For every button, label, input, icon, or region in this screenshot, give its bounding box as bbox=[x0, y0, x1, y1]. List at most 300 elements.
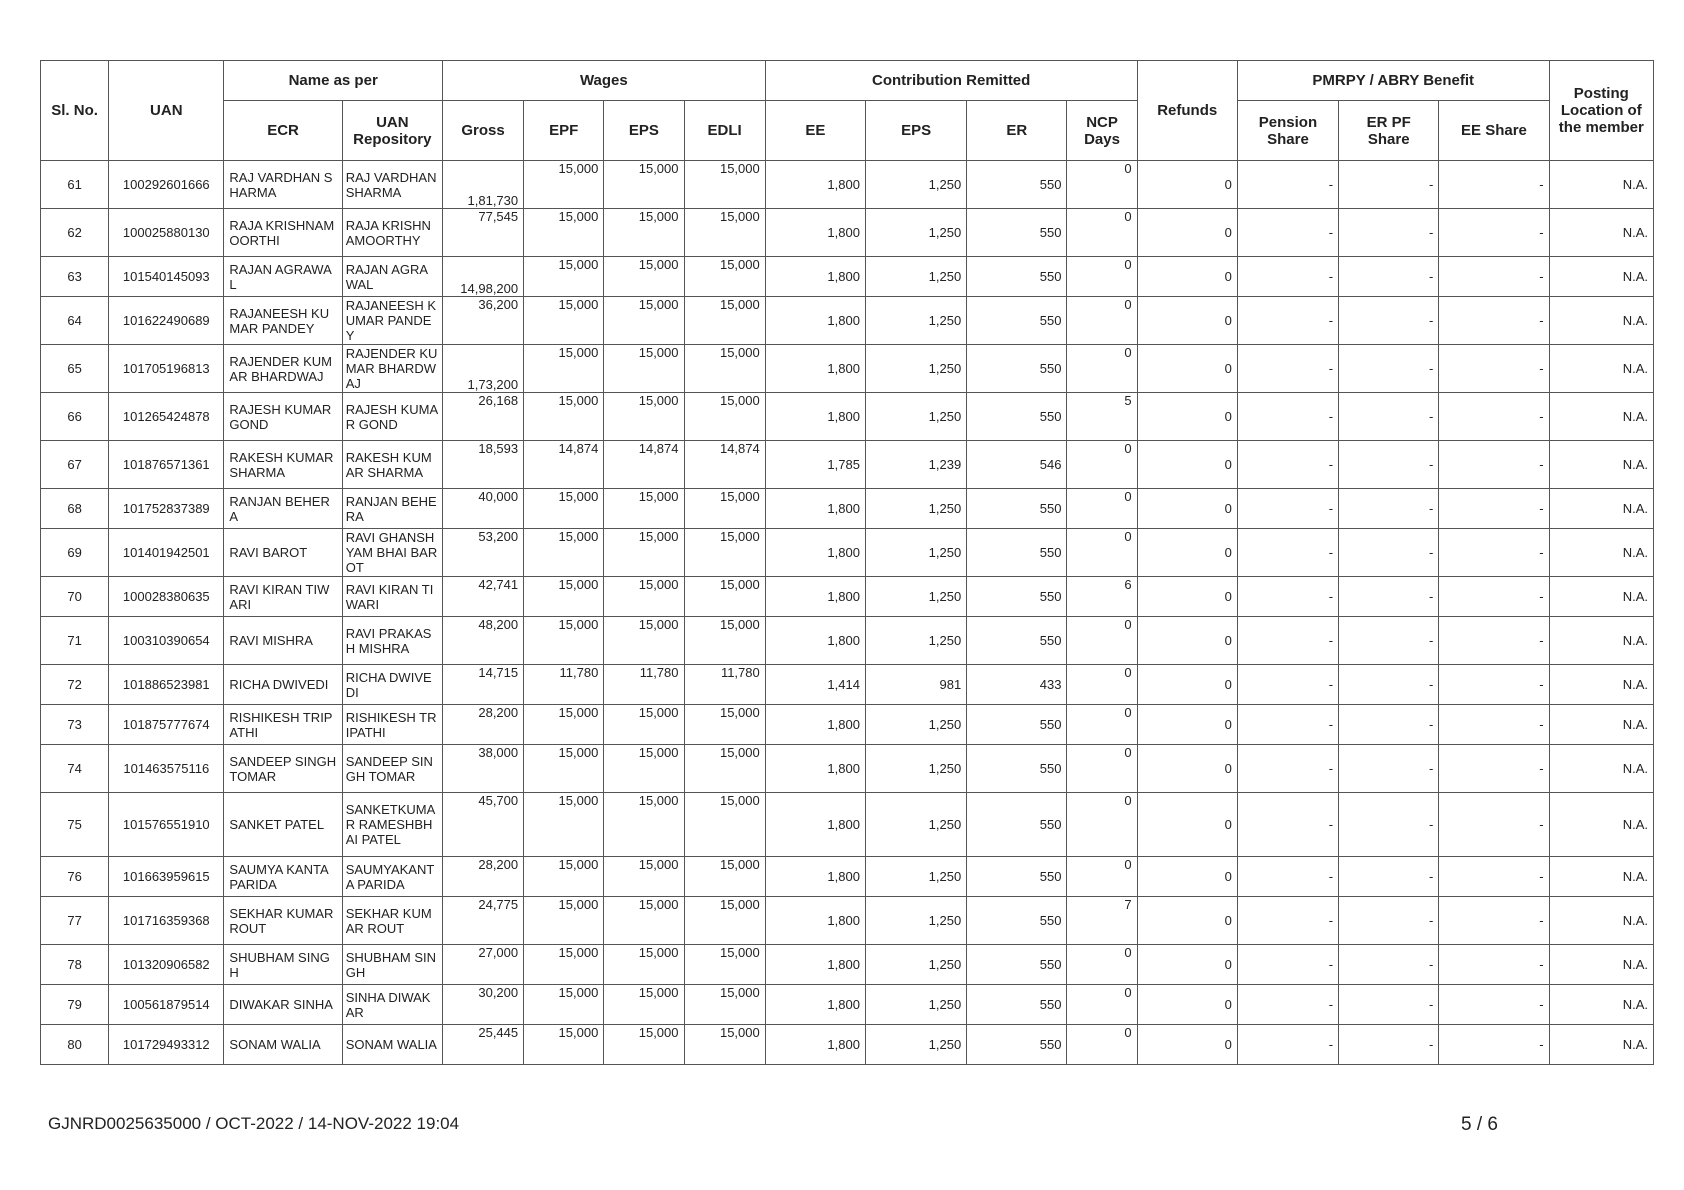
cell-refunds: 0 bbox=[1137, 985, 1237, 1025]
cell-pension-share: - bbox=[1237, 393, 1338, 441]
cell-refunds: 0 bbox=[1137, 793, 1237, 857]
header-pension-share: Pension Share bbox=[1237, 101, 1338, 161]
table-row bbox=[41, 345, 1654, 393]
cell-eps-contribution: 1,250 bbox=[865, 745, 966, 793]
cell-eps: 15,000 bbox=[604, 489, 684, 529]
table-body bbox=[41, 161, 1654, 1065]
cell-er-pf-share: - bbox=[1339, 617, 1439, 665]
cell-ee-share: - bbox=[1439, 665, 1549, 705]
table-header bbox=[41, 61, 1654, 161]
header-sl-no: Sl. No. bbox=[41, 61, 109, 161]
cell-name-uan-repository: RAJAN AGRAWAL bbox=[342, 257, 442, 297]
cell-er: 550 bbox=[967, 297, 1067, 345]
cell-name-uan-repository: RAJANEESH KUMAR PANDEY bbox=[342, 297, 442, 345]
cell-ncp-days: 0 bbox=[1067, 745, 1137, 793]
cell-posting-location: N.A. bbox=[1549, 745, 1653, 793]
cell-sl-no: 80 bbox=[41, 1025, 109, 1065]
cell-er: 550 bbox=[967, 345, 1067, 393]
cell-er: 550 bbox=[967, 529, 1067, 577]
cell-uan: 101752837389 bbox=[109, 489, 224, 529]
cell-er: 433 bbox=[967, 665, 1067, 705]
cell-pension-share: - bbox=[1237, 897, 1338, 945]
cell-posting-location: N.A. bbox=[1549, 705, 1653, 745]
cell-ee-share: - bbox=[1439, 209, 1549, 257]
cell-gross: 38,000 bbox=[442, 745, 523, 793]
cell-epf: 14,874 bbox=[524, 441, 604, 489]
cell-ncp-days: 6 bbox=[1067, 577, 1137, 617]
cell-uan: 100561879514 bbox=[109, 985, 224, 1025]
table-row bbox=[41, 705, 1654, 745]
cell-epf: 15,000 bbox=[524, 793, 604, 857]
cell-eps-contribution: 1,239 bbox=[865, 441, 966, 489]
cell-name-ecr: RAVI MISHRA bbox=[224, 617, 342, 665]
cell-er: 550 bbox=[967, 705, 1067, 745]
cell-ncp-days: 0 bbox=[1067, 665, 1137, 705]
cell-ncp-days: 0 bbox=[1067, 617, 1137, 665]
cell-epf: 15,000 bbox=[524, 257, 604, 297]
cell-eps-contribution: 1,250 bbox=[865, 393, 966, 441]
cell-uan: 101320906582 bbox=[109, 945, 224, 985]
cell-uan: 101265424878 bbox=[109, 393, 224, 441]
cell-eps-contribution: 1,250 bbox=[865, 617, 966, 665]
cell-posting-location: N.A. bbox=[1549, 161, 1653, 209]
cell-name-uan-repository: RAJA KRISHNAMOORTHY bbox=[342, 209, 442, 257]
table-row bbox=[41, 489, 1654, 529]
cell-refunds: 0 bbox=[1137, 529, 1237, 577]
cell-edli: 15,000 bbox=[684, 393, 765, 441]
cell-gross: 40,000 bbox=[442, 489, 523, 529]
cell-posting-location: N.A. bbox=[1549, 529, 1653, 577]
cell-gross: 28,200 bbox=[442, 705, 523, 745]
cell-posting-location: N.A. bbox=[1549, 793, 1653, 857]
table-row bbox=[41, 257, 1654, 297]
cell-posting-location: N.A. bbox=[1549, 393, 1653, 441]
cell-name-ecr: RAJANEESH KUMAR PANDEY bbox=[224, 297, 342, 345]
cell-ee: 1,800 bbox=[765, 793, 865, 857]
cell-pension-share: - bbox=[1237, 577, 1338, 617]
cell-eps-contribution: 1,250 bbox=[865, 945, 966, 985]
cell-ee: 1,785 bbox=[765, 441, 865, 489]
cell-gross: 28,200 bbox=[442, 857, 523, 897]
cell-pension-share: - bbox=[1237, 745, 1338, 793]
cell-eps: 15,000 bbox=[604, 793, 684, 857]
cell-gross: 36,200 bbox=[442, 297, 523, 345]
header-uan-repository: UAN Repository bbox=[342, 101, 442, 161]
cell-gross: 14,98,200 bbox=[442, 257, 523, 297]
cell-er: 550 bbox=[967, 393, 1067, 441]
cell-edli: 15,000 bbox=[684, 617, 765, 665]
cell-name-ecr: RAJA KRISHNAMOORTHI bbox=[224, 209, 342, 257]
cell-sl-no: 79 bbox=[41, 985, 109, 1025]
header-posting-location: Posting Location of the member bbox=[1549, 61, 1653, 161]
table-row bbox=[41, 393, 1654, 441]
cell-ee: 1,800 bbox=[765, 985, 865, 1025]
cell-ncp-days: 0 bbox=[1067, 945, 1137, 985]
cell-posting-location: N.A. bbox=[1549, 257, 1653, 297]
header-edli: EDLI bbox=[684, 101, 765, 161]
header-ncp-days: NCP Days bbox=[1067, 101, 1137, 161]
cell-pension-share: - bbox=[1237, 297, 1338, 345]
cell-ncp-days: 0 bbox=[1067, 489, 1137, 529]
cell-uan: 100292601666 bbox=[109, 161, 224, 209]
cell-ee: 1,800 bbox=[765, 297, 865, 345]
cell-eps-contribution: 1,250 bbox=[865, 297, 966, 345]
cell-name-uan-repository: RAJENDER KUMAR BHARDWAJ bbox=[342, 345, 442, 393]
cell-er: 550 bbox=[967, 161, 1067, 209]
cell-name-ecr: SANDEEP SINGH TOMAR bbox=[224, 745, 342, 793]
header-gross: Gross bbox=[442, 101, 523, 161]
cell-posting-location: N.A. bbox=[1549, 441, 1653, 489]
cell-epf: 15,000 bbox=[524, 985, 604, 1025]
cell-name-uan-repository: SONAM WALIA bbox=[342, 1025, 442, 1065]
cell-edli: 15,000 bbox=[684, 577, 765, 617]
cell-ee: 1,800 bbox=[765, 393, 865, 441]
cell-edli: 15,000 bbox=[684, 705, 765, 745]
cell-er: 550 bbox=[967, 793, 1067, 857]
cell-ee: 1,800 bbox=[765, 345, 865, 393]
cell-pension-share: - bbox=[1237, 161, 1338, 209]
cell-edli: 15,000 bbox=[684, 345, 765, 393]
cell-ee-share: - bbox=[1439, 297, 1549, 345]
cell-sl-no: 73 bbox=[41, 705, 109, 745]
cell-epf: 15,000 bbox=[524, 1025, 604, 1065]
cell-edli: 11,780 bbox=[684, 665, 765, 705]
cell-ee-share: - bbox=[1439, 945, 1549, 985]
cell-eps: 15,000 bbox=[604, 985, 684, 1025]
cell-pension-share: - bbox=[1237, 257, 1338, 297]
cell-posting-location: N.A. bbox=[1549, 209, 1653, 257]
cell-er: 550 bbox=[967, 489, 1067, 529]
cell-refunds: 0 bbox=[1137, 577, 1237, 617]
cell-er-pf-share: - bbox=[1339, 745, 1439, 793]
table-row bbox=[41, 297, 1654, 345]
cell-sl-no: 69 bbox=[41, 529, 109, 577]
cell-name-uan-repository: RAVI PRAKASH MISHRA bbox=[342, 617, 442, 665]
cell-uan: 101716359368 bbox=[109, 897, 224, 945]
cell-name-ecr: RAVI BAROT bbox=[224, 529, 342, 577]
cell-sl-no: 65 bbox=[41, 345, 109, 393]
cell-refunds: 0 bbox=[1137, 897, 1237, 945]
cell-pension-share: - bbox=[1237, 665, 1338, 705]
cell-eps: 15,000 bbox=[604, 857, 684, 897]
cell-uan: 101705196813 bbox=[109, 345, 224, 393]
cell-er-pf-share: - bbox=[1339, 857, 1439, 897]
footer-reference: GJNRD0025635000 / OCT-2022 / 14-NOV-2022 19:04 bbox=[48, 1114, 460, 1133]
header-wages: Wages bbox=[442, 61, 765, 101]
cell-er: 550 bbox=[967, 745, 1067, 793]
cell-name-ecr: SHUBHAM SINGH bbox=[224, 945, 342, 985]
cell-gross: 14,715 bbox=[442, 665, 523, 705]
cell-eps: 11,780 bbox=[604, 665, 684, 705]
cell-posting-location: N.A. bbox=[1549, 945, 1653, 985]
cell-epf: 15,000 bbox=[524, 857, 604, 897]
cell-er-pf-share: - bbox=[1339, 257, 1439, 297]
cell-gross: 26,168 bbox=[442, 393, 523, 441]
cell-eps: 15,000 bbox=[604, 1025, 684, 1065]
cell-posting-location: N.A. bbox=[1549, 1025, 1653, 1065]
cell-ee: 1,800 bbox=[765, 857, 865, 897]
cell-epf: 11,780 bbox=[524, 665, 604, 705]
cell-pension-share: - bbox=[1237, 793, 1338, 857]
cell-refunds: 0 bbox=[1137, 617, 1237, 665]
cell-sl-no: 74 bbox=[41, 745, 109, 793]
cell-uan: 101663959615 bbox=[109, 857, 224, 897]
cell-refunds: 0 bbox=[1137, 209, 1237, 257]
cell-er-pf-share: - bbox=[1339, 985, 1439, 1025]
cell-er-pf-share: - bbox=[1339, 297, 1439, 345]
header-eps: EPS bbox=[604, 101, 684, 161]
cell-er-pf-share: - bbox=[1339, 1025, 1439, 1065]
cell-epf: 15,000 bbox=[524, 345, 604, 393]
cell-gross: 45,700 bbox=[442, 793, 523, 857]
cell-ncp-days: 0 bbox=[1067, 345, 1137, 393]
ecr-contribution-table bbox=[40, 60, 1654, 1065]
cell-sl-no: 68 bbox=[41, 489, 109, 529]
cell-er-pf-share: - bbox=[1339, 489, 1439, 529]
cell-name-uan-repository: RISHIKESH TRIPATHI bbox=[342, 705, 442, 745]
cell-eps-contribution: 1,250 bbox=[865, 257, 966, 297]
table-row bbox=[41, 577, 1654, 617]
table-row bbox=[41, 857, 1654, 897]
header-pmrpy-abry-benefit: PMRPY / ABRY Benefit bbox=[1237, 61, 1549, 101]
cell-ee: 1,800 bbox=[765, 705, 865, 745]
cell-pension-share: - bbox=[1237, 945, 1338, 985]
cell-er: 550 bbox=[967, 577, 1067, 617]
header-ee: EE bbox=[765, 101, 865, 161]
cell-edli: 15,000 bbox=[684, 297, 765, 345]
cell-name-ecr: SONAM WALIA bbox=[224, 1025, 342, 1065]
cell-gross: 48,200 bbox=[442, 617, 523, 665]
cell-name-uan-repository: RAKESH KUMAR SHARMA bbox=[342, 441, 442, 489]
cell-er: 550 bbox=[967, 209, 1067, 257]
cell-edli: 15,000 bbox=[684, 1025, 765, 1065]
table-row bbox=[41, 945, 1654, 985]
cell-pension-share: - bbox=[1237, 441, 1338, 489]
cell-edli: 15,000 bbox=[684, 985, 765, 1025]
cell-eps-contribution: 1,250 bbox=[865, 345, 966, 393]
cell-refunds: 0 bbox=[1137, 297, 1237, 345]
cell-ee-share: - bbox=[1439, 161, 1549, 209]
cell-gross: 27,000 bbox=[442, 945, 523, 985]
cell-ee-share: - bbox=[1439, 489, 1549, 529]
cell-ee-share: - bbox=[1439, 1025, 1549, 1065]
cell-sl-no: 64 bbox=[41, 297, 109, 345]
cell-eps-contribution: 1,250 bbox=[865, 161, 966, 209]
cell-gross: 1,81,730 bbox=[442, 161, 523, 209]
cell-edli: 15,000 bbox=[684, 857, 765, 897]
cell-ee-share: - bbox=[1439, 617, 1549, 665]
cell-posting-location: N.A. bbox=[1549, 897, 1653, 945]
cell-er-pf-share: - bbox=[1339, 161, 1439, 209]
cell-refunds: 0 bbox=[1137, 745, 1237, 793]
cell-eps-contribution: 1,250 bbox=[865, 985, 966, 1025]
cell-epf: 15,000 bbox=[524, 617, 604, 665]
cell-edli: 15,000 bbox=[684, 257, 765, 297]
cell-ee: 1,800 bbox=[765, 161, 865, 209]
cell-ee: 1,800 bbox=[765, 529, 865, 577]
cell-ee: 1,800 bbox=[765, 945, 865, 985]
cell-eps-contribution: 1,250 bbox=[865, 897, 966, 945]
header-epf: EPF bbox=[524, 101, 604, 161]
header-er: ER bbox=[967, 101, 1067, 161]
cell-sl-no: 77 bbox=[41, 897, 109, 945]
cell-gross: 1,73,200 bbox=[442, 345, 523, 393]
cell-pension-share: - bbox=[1237, 529, 1338, 577]
cell-ee-share: - bbox=[1439, 985, 1549, 1025]
cell-epf: 15,000 bbox=[524, 705, 604, 745]
header-name-as-per: Name as per bbox=[224, 61, 443, 101]
cell-ee-share: - bbox=[1439, 393, 1549, 441]
cell-posting-location: N.A. bbox=[1549, 489, 1653, 529]
cell-sl-no: 78 bbox=[41, 945, 109, 985]
cell-epf: 15,000 bbox=[524, 161, 604, 209]
table-row bbox=[41, 209, 1654, 257]
cell-name-uan-repository: SEKHAR KUMAR ROUT bbox=[342, 897, 442, 945]
cell-eps: 14,874 bbox=[604, 441, 684, 489]
cell-refunds: 0 bbox=[1137, 161, 1237, 209]
cell-er: 550 bbox=[967, 857, 1067, 897]
cell-eps-contribution: 981 bbox=[865, 665, 966, 705]
cell-name-ecr: RAJAN AGRAWAL bbox=[224, 257, 342, 297]
cell-uan: 100025880130 bbox=[109, 209, 224, 257]
cell-uan: 101876571361 bbox=[109, 441, 224, 489]
cell-edli: 15,000 bbox=[684, 897, 765, 945]
table-row bbox=[41, 985, 1654, 1025]
cell-edli: 15,000 bbox=[684, 529, 765, 577]
cell-er-pf-share: - bbox=[1339, 441, 1439, 489]
cell-eps-contribution: 1,250 bbox=[865, 705, 966, 745]
cell-pension-share: - bbox=[1237, 345, 1338, 393]
cell-posting-location: N.A. bbox=[1549, 297, 1653, 345]
cell-edli: 15,000 bbox=[684, 793, 765, 857]
cell-uan: 100310390654 bbox=[109, 617, 224, 665]
cell-eps: 15,000 bbox=[604, 345, 684, 393]
cell-name-uan-repository: SINHA DIWAKAR bbox=[342, 985, 442, 1025]
cell-gross: 18,593 bbox=[442, 441, 523, 489]
cell-eps: 15,000 bbox=[604, 209, 684, 257]
cell-name-uan-repository: SHUBHAM SINGH bbox=[342, 945, 442, 985]
cell-name-ecr: RAKESH KUMAR SHARMA bbox=[224, 441, 342, 489]
cell-er-pf-share: - bbox=[1339, 945, 1439, 985]
cell-refunds: 0 bbox=[1137, 705, 1237, 745]
cell-name-ecr: RISHIKESH TRIPATHI bbox=[224, 705, 342, 745]
cell-eps: 15,000 bbox=[604, 577, 684, 617]
cell-ncp-days: 0 bbox=[1067, 857, 1137, 897]
cell-ncp-days: 0 bbox=[1067, 705, 1137, 745]
cell-name-ecr: SANKET PATEL bbox=[224, 793, 342, 857]
cell-sl-no: 75 bbox=[41, 793, 109, 857]
cell-er-pf-share: - bbox=[1339, 793, 1439, 857]
cell-pension-share: - bbox=[1237, 489, 1338, 529]
cell-uan: 101886523981 bbox=[109, 665, 224, 705]
cell-er-pf-share: - bbox=[1339, 897, 1439, 945]
cell-ee: 1,800 bbox=[765, 489, 865, 529]
cell-name-ecr: RAVI KIRAN TIWARI bbox=[224, 577, 342, 617]
cell-eps-contribution: 1,250 bbox=[865, 577, 966, 617]
cell-name-uan-repository: RAVI GHANSHYAM BHAI BAROT bbox=[342, 529, 442, 577]
cell-eps-contribution: 1,250 bbox=[865, 1025, 966, 1065]
table-row bbox=[41, 897, 1654, 945]
cell-pension-share: - bbox=[1237, 1025, 1338, 1065]
cell-ee: 1,800 bbox=[765, 745, 865, 793]
header-contribution-remitted: Contribution Remitted bbox=[765, 61, 1137, 101]
cell-er-pf-share: - bbox=[1339, 705, 1439, 745]
cell-epf: 15,000 bbox=[524, 489, 604, 529]
cell-refunds: 0 bbox=[1137, 945, 1237, 985]
cell-eps: 15,000 bbox=[604, 705, 684, 745]
cell-epf: 15,000 bbox=[524, 529, 604, 577]
cell-name-uan-repository: RAJ VARDHAN SHARMA bbox=[342, 161, 442, 209]
cell-sl-no: 62 bbox=[41, 209, 109, 257]
cell-name-uan-repository: SAUMYAKANTA PARIDA bbox=[342, 857, 442, 897]
cell-epf: 15,000 bbox=[524, 577, 604, 617]
cell-name-ecr: SAUMYA KANTA PARIDA bbox=[224, 857, 342, 897]
cell-edli: 14,874 bbox=[684, 441, 765, 489]
cell-ncp-days: 0 bbox=[1067, 1025, 1137, 1065]
cell-er: 546 bbox=[967, 441, 1067, 489]
cell-eps: 15,000 bbox=[604, 529, 684, 577]
cell-sl-no: 70 bbox=[41, 577, 109, 617]
cell-sl-no: 76 bbox=[41, 857, 109, 897]
cell-posting-location: N.A. bbox=[1549, 577, 1653, 617]
cell-name-ecr: RAJESH KUMAR GOND bbox=[224, 393, 342, 441]
cell-ee-share: - bbox=[1439, 745, 1549, 793]
cell-er: 550 bbox=[967, 1025, 1067, 1065]
cell-refunds: 0 bbox=[1137, 857, 1237, 897]
cell-ncp-days: 0 bbox=[1067, 441, 1137, 489]
cell-uan: 101875777674 bbox=[109, 705, 224, 745]
cell-eps: 15,000 bbox=[604, 945, 684, 985]
table-row bbox=[41, 665, 1654, 705]
cell-ee-share: - bbox=[1439, 857, 1549, 897]
cell-eps: 15,000 bbox=[604, 257, 684, 297]
cell-name-ecr: SEKHAR KUMAR ROUT bbox=[224, 897, 342, 945]
cell-name-uan-repository: SANDEEP SINGH TOMAR bbox=[342, 745, 442, 793]
cell-posting-location: N.A. bbox=[1549, 985, 1653, 1025]
cell-er: 550 bbox=[967, 617, 1067, 665]
cell-ncp-days: 0 bbox=[1067, 793, 1137, 857]
cell-er-pf-share: - bbox=[1339, 577, 1439, 617]
cell-name-uan-repository: SANKETKUMAR RAMESHBHAI PATEL bbox=[342, 793, 442, 857]
cell-eps-contribution: 1,250 bbox=[865, 793, 966, 857]
cell-uan: 101401942501 bbox=[109, 529, 224, 577]
cell-eps: 15,000 bbox=[604, 617, 684, 665]
cell-ncp-days: 0 bbox=[1067, 529, 1137, 577]
header-refunds: Refunds bbox=[1137, 61, 1237, 161]
cell-eps-contribution: 1,250 bbox=[865, 529, 966, 577]
cell-refunds: 0 bbox=[1137, 489, 1237, 529]
header-ee-share: EE Share bbox=[1439, 101, 1549, 161]
cell-uan: 101463575116 bbox=[109, 745, 224, 793]
cell-eps-contribution: 1,250 bbox=[865, 857, 966, 897]
cell-posting-location: N.A. bbox=[1549, 857, 1653, 897]
cell-name-uan-repository: RANJAN BEHERA bbox=[342, 489, 442, 529]
header-uan: UAN bbox=[109, 61, 224, 161]
cell-gross: 77,545 bbox=[442, 209, 523, 257]
cell-pension-share: - bbox=[1237, 617, 1338, 665]
cell-uan: 101576551910 bbox=[109, 793, 224, 857]
cell-epf: 15,000 bbox=[524, 745, 604, 793]
cell-epf: 15,000 bbox=[524, 393, 604, 441]
cell-uan: 101622490689 bbox=[109, 297, 224, 345]
cell-er: 550 bbox=[967, 985, 1067, 1025]
cell-name-ecr: RICHA DWIVEDI bbox=[224, 665, 342, 705]
table-row bbox=[41, 161, 1654, 209]
table-row bbox=[41, 745, 1654, 793]
cell-sl-no: 71 bbox=[41, 617, 109, 665]
cell-ee: 1,800 bbox=[765, 897, 865, 945]
cell-ncp-days: 0 bbox=[1067, 257, 1137, 297]
